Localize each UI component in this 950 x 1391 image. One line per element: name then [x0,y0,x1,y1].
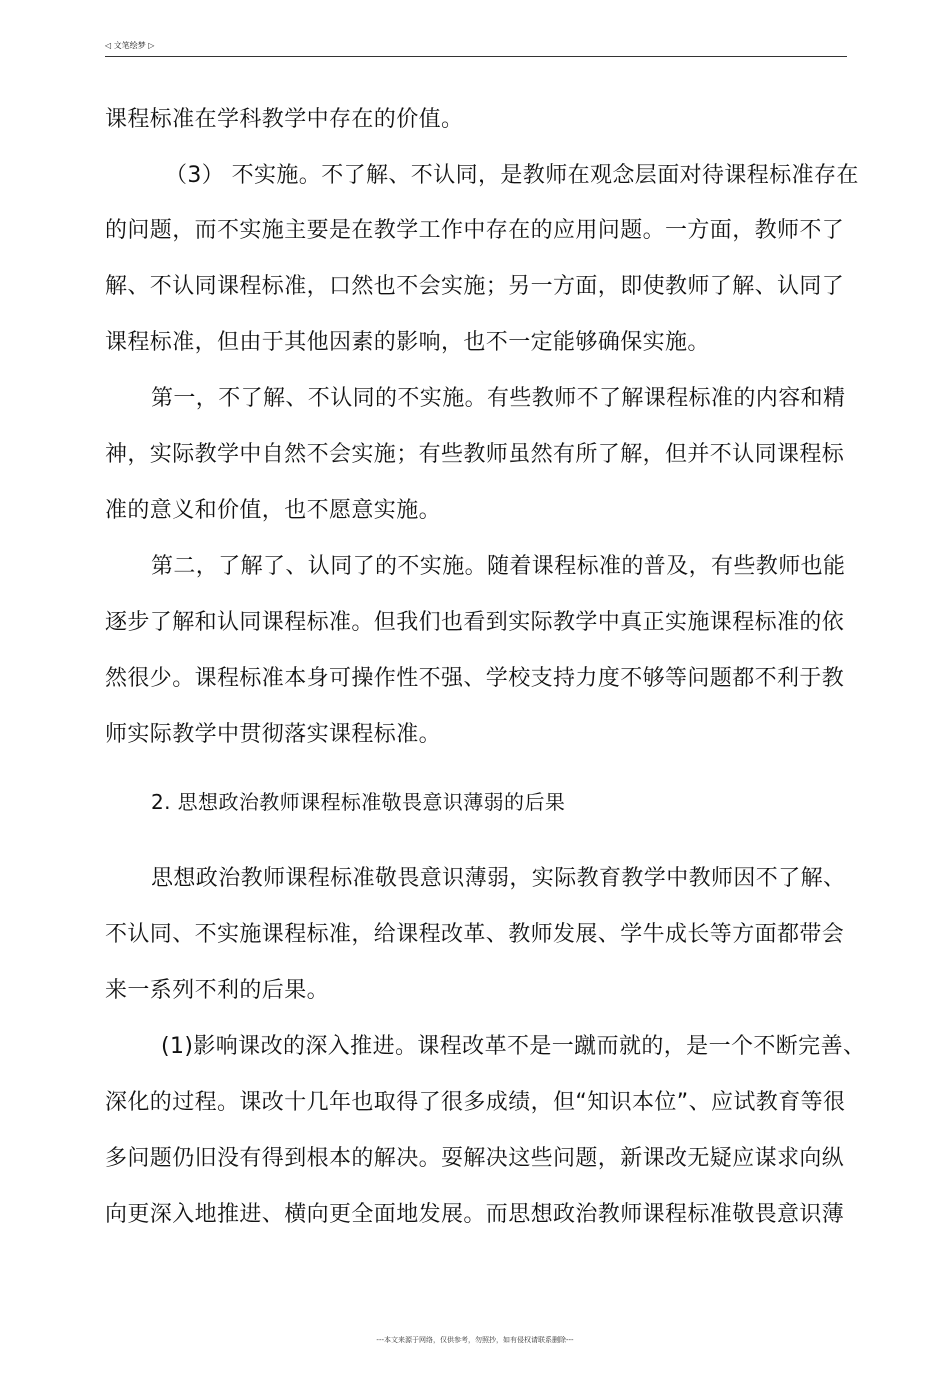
text-line: 第二，了解了、认同了的不实施。随着课程标准的普及，有些教师也能 [151,554,846,579]
text-line: 来一系列不利的后果。 [105,978,330,1003]
text-line: 然很少。课程标准本身可操作性不强、学校支持力度不够等问题都不利于教 [105,666,845,691]
text-line: 多问题仍旧没有得到根本的解决。耍解决这些问题，新课改无疑应谋求向纵 [105,1146,845,1171]
text-line: 第一，不了解、不认同的不实施。有些教师不了解课程标准的内容和精 [151,386,846,411]
text-line: 准的意义和价值，也不愿意实施。 [105,498,442,523]
text-line: (1)影响课改的深入推进。课程改革不是一蹴而就的，是一个不断完善、 [161,1034,866,1059]
page-header [105,40,847,57]
text-line: （3） 不实施。不了解、不认同，是教师在观念层面对待课程标准存在 [165,163,859,188]
text-line: 思想政治教师课程标准敬畏意识薄弱，实际教育教学中教师因不了解、 [151,866,846,891]
section-heading: 2. 思想政治教师课程标准敬畏意识薄弱的后果 [151,790,566,814]
page-footer: ---本文来源于网络，仅供参考，勿照抄，如有侵权请联系删除--- [376,1336,574,1344]
header-label: ◁ 文笔绘梦 ▷ [105,41,155,50]
text-line: 师实际教学中贯彻落实课程标准。 [105,722,442,747]
text-line: 的问题，而不实施主要是在教学工作中存在的应用问题。一方面，教师不了 [105,218,845,243]
text-line: 向更深入地推进、横向更全面地发展。而思想政治教师课程标准敬畏意识薄 [105,1202,845,1227]
text-line: 神，实际教学中自然不会实施；有些教师虽然有所了解，但并不认同课程标 [105,442,845,467]
text-line: 课程标准，但由于其他因素的影响，也不一定能够确保实施。 [105,330,710,355]
text-line: 逐步了解和认同课程标准。但我们也看到实际教学中真正实施课程标准的依 [105,610,845,635]
text-line: 深化的过程。课改十几年也取得了很多成绩，但“知识本位”、应试教育等很 [105,1090,846,1115]
text-line: 解、不认同课程标准，口然也不会实施；另一方面，即使教师了解、认同了 [105,274,845,299]
text-line: 不认同、不实施课程标准，给课程改革、教师发展、学牛成长等方面都带会 [105,922,845,947]
text-line: 课程标准在学科教学中存在的价值。 [105,107,464,132]
